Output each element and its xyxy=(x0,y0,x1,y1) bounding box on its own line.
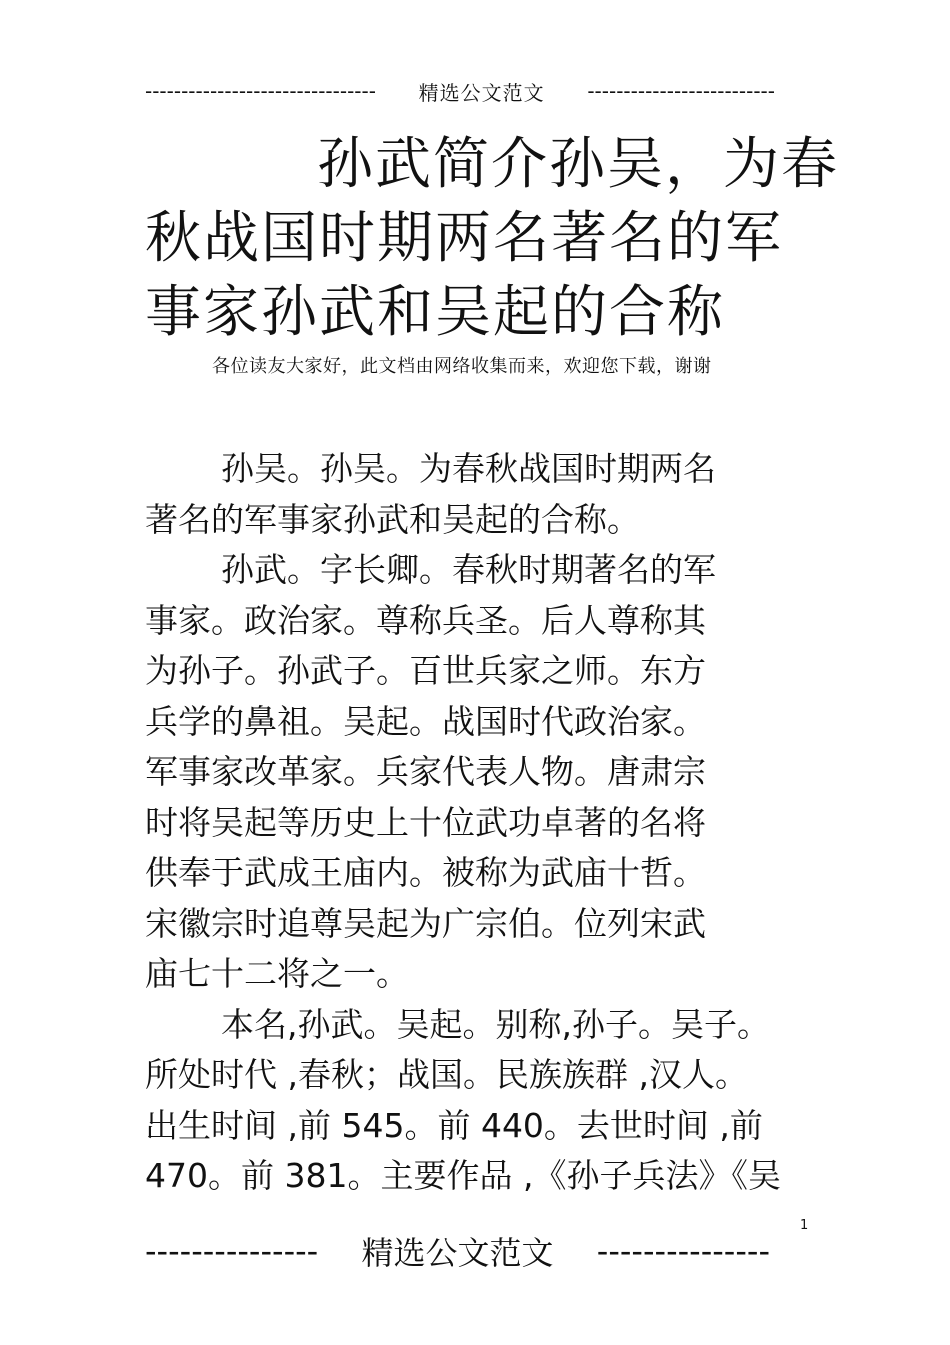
body-line: 孙吴。孙吴。为春秋战国时期两名 xyxy=(221,449,716,488)
title-line-1: 孙武简介孙吴，为春 xyxy=(317,132,839,197)
body-line: 著名的军事家孙武和吴起的合称。 xyxy=(145,499,640,539)
header-title: 精选公文范文 xyxy=(418,80,545,105)
footer-title: 精选公文范文 xyxy=(361,1234,554,1272)
title-line-2: 秋战国时期两名著名的军 xyxy=(145,206,783,271)
title-line-3: 事家孙武和吴起的合称 xyxy=(145,280,725,345)
header-right-dashes: -------------------------- xyxy=(587,79,775,103)
header-left-dashes: -------------------------------- xyxy=(145,79,376,103)
body-line: 供奉于武成王庙内。被称为武庙十哲。 xyxy=(145,853,706,892)
page-footer xyxy=(145,1226,770,1276)
body-line: 时将吴起等历史上十位武功卓著的名将 xyxy=(145,802,706,842)
body-line: 孙武。字长卿。春秋时期著名的军 xyxy=(221,550,716,589)
body-line: 军事家改革家。兵家代表人物。唐肃宗 xyxy=(145,752,706,791)
body-line: 宋徽宗时追尊吴起为广宗伯。位列宋武 xyxy=(145,903,706,943)
footer-left-dashes: --------------- xyxy=(145,1232,319,1270)
body-line: 兵学的鼻祖。吴起。战国时代政治家。 xyxy=(145,701,706,741)
body-line: 事家。政治家。尊称兵圣。后人尊称其 xyxy=(145,600,706,640)
body-line: 本名,孙武。吴起。别称,孙子。吴子。 xyxy=(221,1004,770,1044)
body-line: 出生时间 ,前 545。前 440。去世时间 ,前 xyxy=(145,1105,763,1145)
page-number: 1 xyxy=(800,1218,809,1233)
document-body xyxy=(145,444,810,1202)
body-line: 庙七十二将之一。 xyxy=(145,954,409,993)
page-header xyxy=(145,74,775,108)
document-title xyxy=(145,128,839,350)
body-line: 所处时代 ,春秋；战国。民族族群 ,汉人。 xyxy=(145,1055,748,1094)
document-subtitle: 各位读友大家好，此文档由网络收集而来，欢迎您下载，谢谢 xyxy=(212,356,712,377)
body-line: 为孙子。孙武子。百世兵家之师。东方 xyxy=(145,651,706,690)
footer-right-dashes: --------------- xyxy=(596,1232,770,1270)
body-line: 470。前 381。主要作品 ,《孙子兵法》《吴 xyxy=(145,1156,781,1195)
